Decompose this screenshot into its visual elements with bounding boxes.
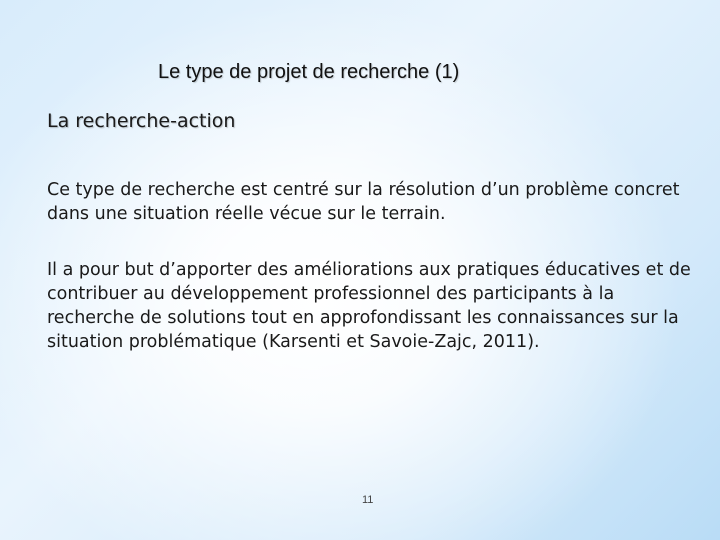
paragraph-goal: Il a pour but d’apporter des améliorations aux pratiques éducatives et de contribuer au développement professionnel des participants à la recherche de solutions tout en approfondissant les connaissances sur la situation problématique (Karsenti et Savoie-Zajc, 2011). — [47, 260, 691, 352]
slide-title: Le type de projet de recherche (1) — [158, 61, 460, 83]
page-number: 11 — [362, 494, 374, 506]
slide-subtitle: La recherche-action — [47, 110, 236, 132]
paragraph-definition: Ce type de recherche est centré sur la résolution d’un problème concret dans une situation réelle vécue sur le terrain. — [47, 180, 680, 224]
